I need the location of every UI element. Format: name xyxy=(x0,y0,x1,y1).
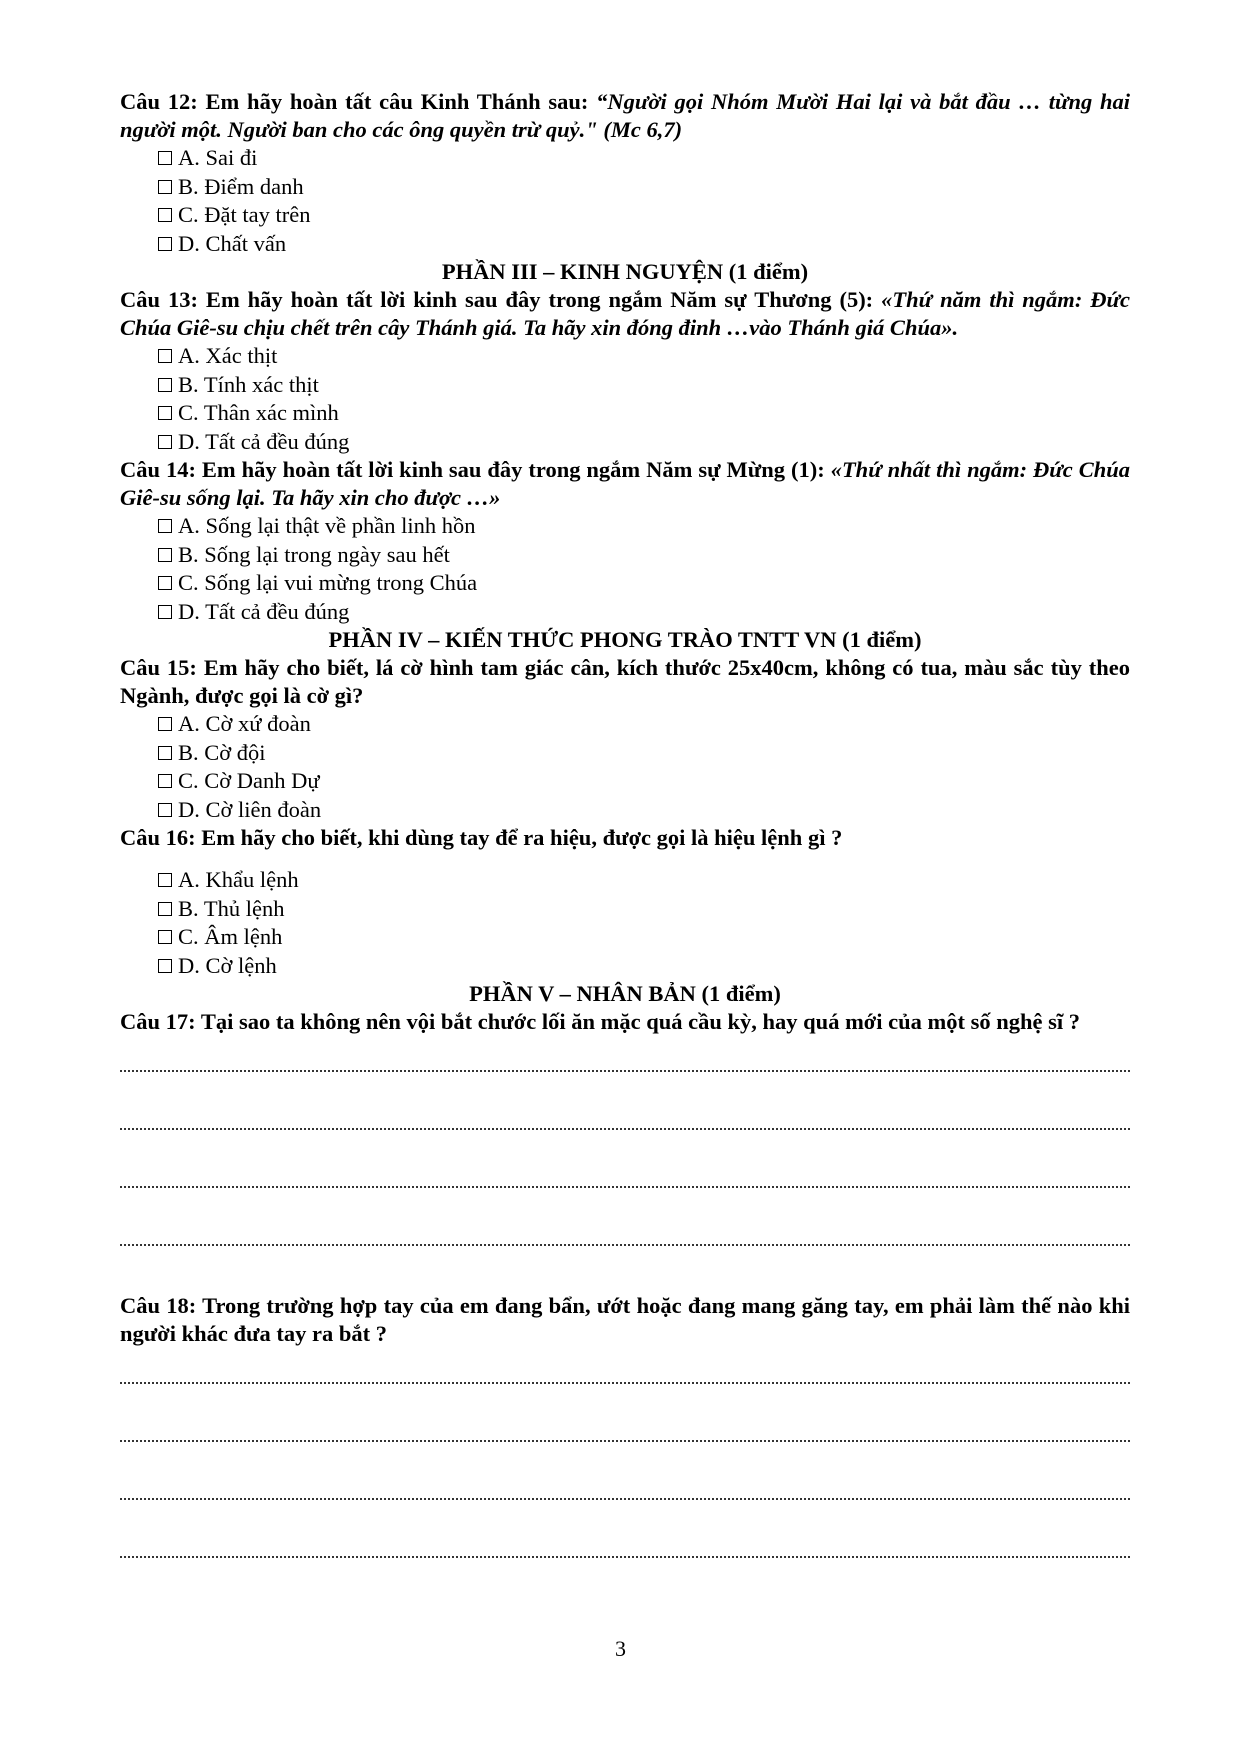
question-15-options xyxy=(120,710,1130,824)
question-12-quote: “Người gọi Nhóm Mười Hai lại và bắt đầu … từng hai người một. Người ban cho các ông quyền trừ quỷ." (Mc 6,7) xyxy=(120,89,1130,142)
checkbox[interactable] xyxy=(158,208,172,222)
answer-line[interactable] xyxy=(120,1522,1130,1580)
question-13-lead: Câu 13: Em hãy hoàn tất lời kinh sau đây trong ngắm Năm sự Thương (5): xyxy=(120,287,882,312)
answer-line[interactable] xyxy=(120,1152,1130,1210)
option-15c[interactable]: C. Cờ Danh Dự xyxy=(158,767,1130,796)
option-12b[interactable]: B. Điểm danh xyxy=(158,173,1130,202)
checkbox[interactable] xyxy=(158,746,172,760)
question-16: Câu 16: Em hãy cho biết, khi dùng tay để ra hiệu, được gọi là hiệu lệnh gì ? xyxy=(120,825,843,850)
option-15b[interactable]: B. Cờ đội xyxy=(158,739,1130,768)
answer-line[interactable] xyxy=(120,1036,1130,1094)
question-18: Câu 18: Trong trường hợp tay của em đang bẩn, ướt hoặc đang mang găng tay, em phải làm thế nào khi người khác đưa tay ra bắt ? xyxy=(120,1293,1130,1346)
option-16d[interactable]: D. Cờ lệnh xyxy=(158,952,1130,981)
question-13-options xyxy=(120,342,1130,456)
option-13a[interactable]: A. Xác thịt xyxy=(158,342,1130,371)
question-12-lead: Câu 12: Em hãy hoàn tất câu Kinh Thánh sau: xyxy=(120,89,597,114)
answer-line[interactable] xyxy=(120,1464,1130,1522)
question-12 xyxy=(120,88,1130,144)
option-16c[interactable]: C. Âm lệnh xyxy=(158,923,1130,952)
question-13-quote: «Thứ năm thì ngắm: Đức Chúa Giê-su chịu chết trên cây Thánh giá. Ta hãy xin đóng đinh …vào Thánh giá Chúa». xyxy=(120,287,1130,340)
checkbox[interactable] xyxy=(158,406,172,420)
section-5-heading: PHẦN V – NHÂN BẢN (1 điểm) xyxy=(469,981,781,1006)
checkbox[interactable] xyxy=(158,435,172,449)
checkbox[interactable] xyxy=(158,902,172,916)
question-16-options xyxy=(120,866,1130,980)
question-14-quote: «Thứ nhất thì ngắm: Đức Chúa Giê-su sống lại. Ta hãy xin cho được …» xyxy=(120,457,1131,510)
spacer xyxy=(120,852,1130,866)
page-number: 3 xyxy=(615,1636,626,1661)
question-14-options xyxy=(120,512,1130,626)
option-14a[interactable]: A. Sống lại thật về phần linh hồn xyxy=(158,512,1130,541)
option-13b[interactable]: B. Tính xác thịt xyxy=(158,371,1130,400)
question-15: Câu 15: Em hãy cho biết, lá cờ hình tam giác cân, kích thước 25x40cm, không có tua, màu sắc tùy theo Ngành, được gọi là cờ gì? xyxy=(120,655,1130,708)
option-13d[interactable]: D. Tất cả đều đúng xyxy=(158,428,1130,457)
document-page xyxy=(120,88,1130,1580)
section-3-heading: PHẦN III – KINH NGUYỆN (1 điểm) xyxy=(441,259,809,284)
option-16b[interactable]: B. Thủ lệnh xyxy=(158,895,1130,924)
checkbox[interactable] xyxy=(158,930,172,944)
answer-line[interactable] xyxy=(120,1094,1130,1152)
checkbox[interactable] xyxy=(158,873,172,887)
option-14b[interactable]: B. Sống lại trong ngày sau hết xyxy=(158,541,1130,570)
checkbox[interactable] xyxy=(158,378,172,392)
option-15d[interactable]: D. Cờ liên đoàn xyxy=(158,796,1130,825)
option-16a[interactable]: A. Khẩu lệnh xyxy=(158,866,1130,895)
checkbox[interactable] xyxy=(158,548,172,562)
checkbox[interactable] xyxy=(158,605,172,619)
checkbox[interactable] xyxy=(158,349,172,363)
checkbox[interactable] xyxy=(158,576,172,590)
question-17: Câu 17: Tại sao ta không nên vội bắt chước lối ăn mặc quá cầu kỳ, hay quá mới của một số nghệ sĩ ? xyxy=(120,1009,1081,1034)
question-12-options xyxy=(120,144,1130,258)
option-14d[interactable]: D. Tất cả đều đúng xyxy=(158,598,1130,627)
checkbox[interactable] xyxy=(158,774,172,788)
question-14-lead: Câu 14: Em hãy hoàn tất lời kinh sau đây trong ngắm Năm sự Mừng (1): xyxy=(120,457,831,482)
checkbox[interactable] xyxy=(158,237,172,251)
option-12d[interactable]: D. Chất vấn xyxy=(158,230,1130,259)
question-14 xyxy=(120,456,1130,512)
question-13 xyxy=(120,286,1130,342)
option-12c[interactable]: C. Đặt tay trên xyxy=(158,201,1130,230)
answer-line[interactable] xyxy=(120,1406,1130,1464)
checkbox[interactable] xyxy=(158,180,172,194)
checkbox[interactable] xyxy=(158,959,172,973)
checkbox[interactable] xyxy=(158,717,172,731)
option-15a[interactable]: A. Cờ xứ đoàn xyxy=(158,710,1130,739)
option-13c[interactable]: C. Thân xác mình xyxy=(158,399,1130,428)
section-4-heading: PHẦN IV – KIẾN THỨC PHONG TRÀO TNTT VN (1 điểm) xyxy=(328,627,922,652)
option-12a[interactable]: A. Sai đi xyxy=(158,144,1130,173)
checkbox[interactable] xyxy=(158,519,172,533)
option-14c[interactable]: C. Sống lại vui mừng trong Chúa xyxy=(158,569,1130,598)
answer-line[interactable] xyxy=(120,1210,1130,1268)
checkbox[interactable] xyxy=(158,803,172,817)
checkbox[interactable] xyxy=(158,151,172,165)
answer-line[interactable] xyxy=(120,1348,1130,1406)
